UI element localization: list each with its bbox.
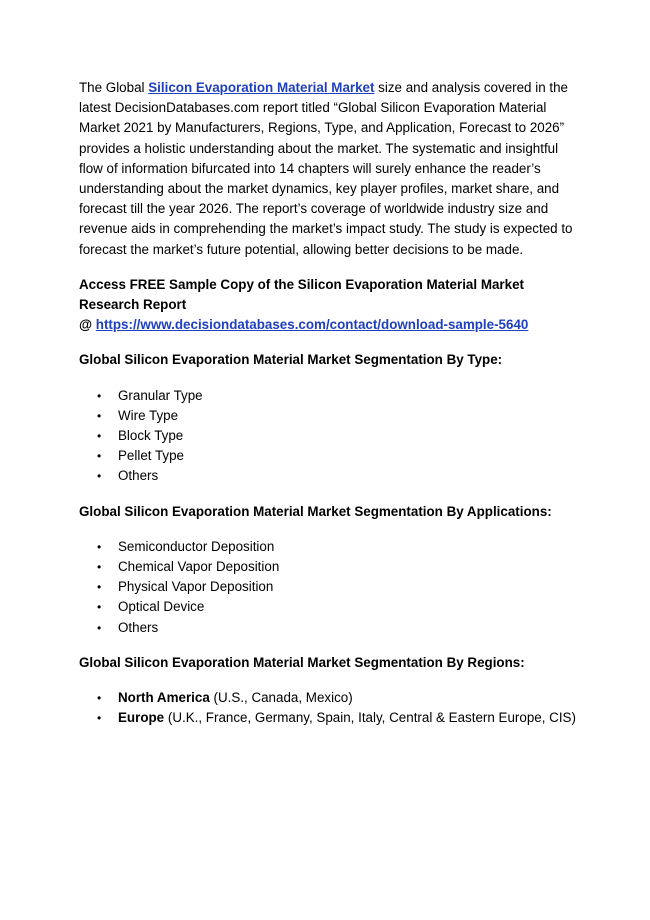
list-item-label: Granular Type — [118, 387, 203, 403]
list-item-label: Pellet Type — [118, 448, 185, 464]
list-item-label: Chemical Vapor Deposition — [118, 559, 280, 575]
applications-segmentation-heading: Global Silicon Evaporation Material Market Segmentation By Applications: — [79, 503, 552, 519]
list-item — [79, 688, 579, 708]
list-item-label: Others — [118, 619, 159, 635]
bullet-icon: • — [97, 620, 102, 635]
list-item — [79, 708, 579, 728]
intro-prefix: The Global — [79, 80, 149, 95]
list-item — [79, 597, 579, 617]
intro-paragraph — [79, 78, 579, 260]
intro-text: size and analysis covered in the latest DecisionDatabases.com report titled “Global Silicon Evaporation Material Market 2021 by Manufacturers, Regions, Type, and Application, Forecast to 2026” provides a holistic understanding about the market. The systematic and insightful flow of information bifurcated into 14 chapters will surely enhance the reader’s understanding about the market dynamics, key player profiles, market share, and forecast till the year 2026. The report’s coverage of worldwide industry size and revenue aids in comprehending the market’s impact study. The study is expected to forecast the market’s future potential, allowing better decisions to be made. — [79, 80, 573, 257]
list-item — [79, 537, 579, 557]
list-item — [79, 577, 579, 597]
at-symbol: @ — [79, 317, 96, 333]
list-item — [79, 426, 579, 446]
bullet-icon: • — [97, 388, 102, 403]
list-item — [79, 446, 579, 466]
region-detail: (U.S., Canada, Mexico) — [209, 690, 353, 706]
list-item — [79, 466, 579, 486]
bullet-icon: • — [97, 580, 102, 595]
bullet-icon: • — [97, 691, 102, 706]
bullet-icon: • — [97, 539, 102, 554]
bullet-icon: • — [97, 449, 102, 464]
market-link[interactable]: Silicon Evaporation Material Market — [148, 80, 375, 95]
regions-segmentation-heading: Global Silicon Evaporation Material Market Segmentation By Regions: — [79, 654, 525, 670]
list-item-label: Wire Type — [118, 407, 179, 423]
list-item — [79, 406, 579, 426]
list-item-label: Optical Device — [118, 599, 205, 615]
sample-download-link[interactable]: https://www.decisiondatabases.com/contact/download-sample-5640 — [95, 317, 529, 333]
sample-access-text: Access FREE Sample Copy of the Silicon Evaporation Material Market Research Report — [79, 276, 524, 313]
list-item — [79, 386, 579, 406]
bullet-icon: • — [97, 469, 102, 484]
type-segmentation-heading: Global Silicon Evaporation Material Market Segmentation By Type: — [79, 352, 503, 368]
region-name: North America — [118, 690, 210, 706]
regions-list — [79, 688, 579, 728]
list-item — [79, 618, 579, 638]
bullet-icon: • — [97, 711, 102, 726]
list-item — [79, 557, 579, 577]
bullet-icon: • — [97, 600, 102, 615]
bullet-icon: • — [97, 429, 102, 444]
applications-list — [79, 537, 579, 638]
region-name: Europe — [118, 710, 165, 726]
sample-access-block — [79, 275, 579, 336]
type-list — [79, 386, 579, 487]
region-detail: (U.K., France, Germany, Spain, Italy, Central & Eastern Europe, CIS) — [164, 710, 576, 726]
list-item-label: Block Type — [118, 428, 184, 444]
list-item-label: Physical Vapor Deposition — [118, 579, 274, 595]
bullet-icon: • — [97, 408, 102, 423]
list-item-label: Semiconductor Deposition — [118, 538, 275, 554]
document-page — [79, 78, 579, 743]
bullet-icon: • — [97, 560, 102, 575]
list-item-label: Others — [118, 468, 159, 484]
